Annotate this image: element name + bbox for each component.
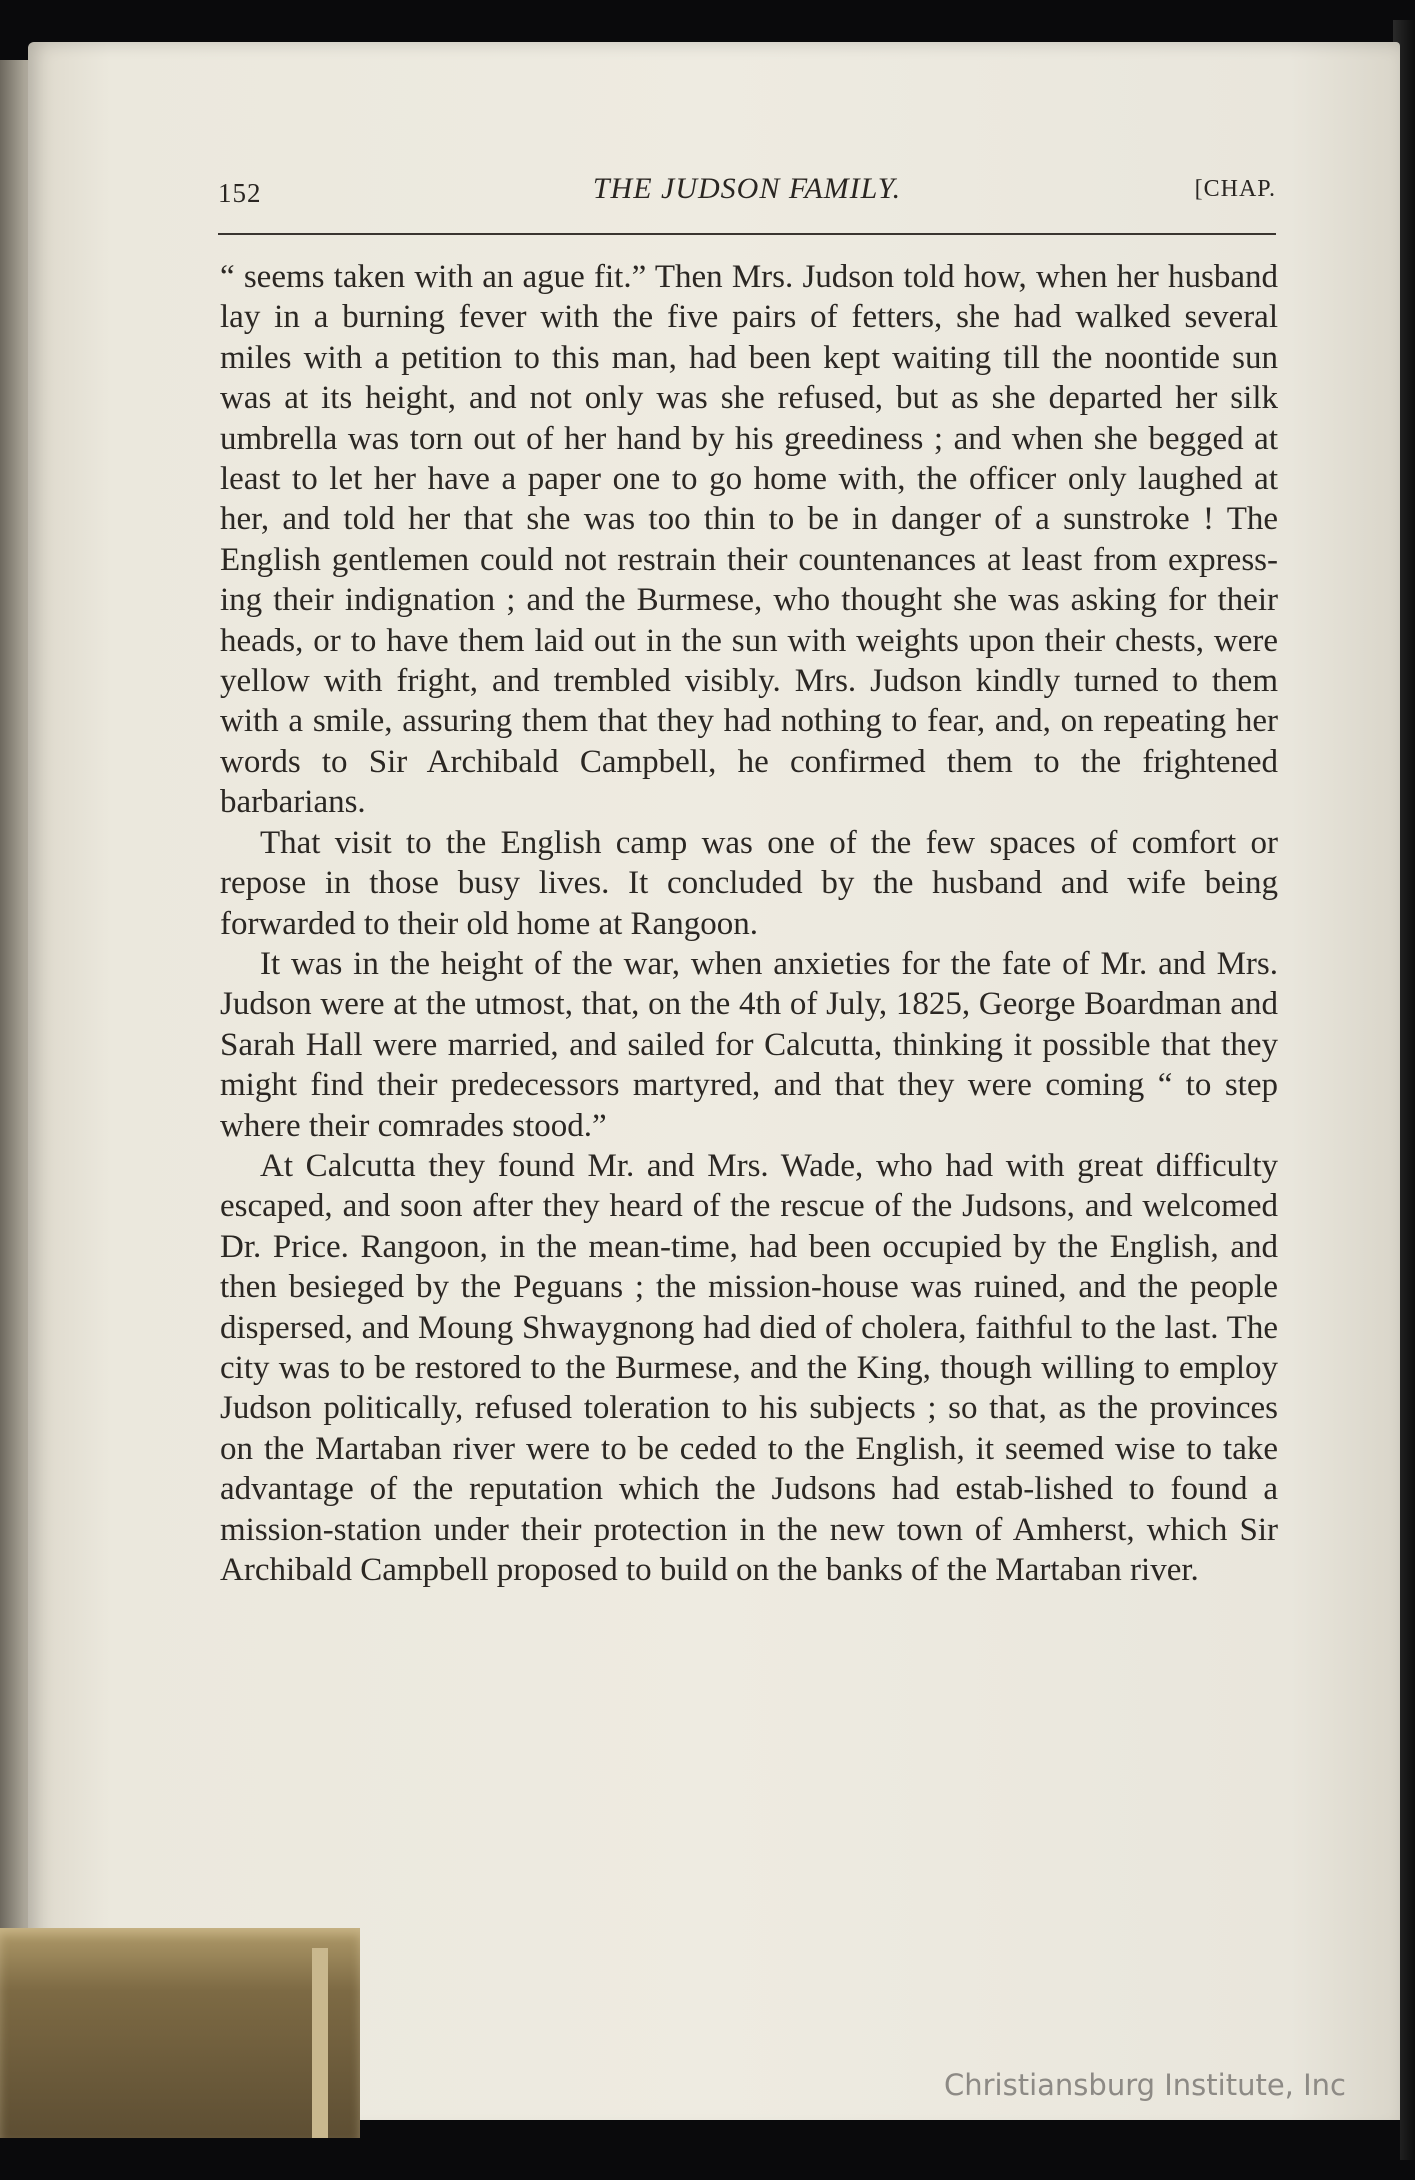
foreground-book-edge bbox=[312, 1948, 328, 2138]
watermark: Christiansburg Institute, Inc bbox=[944, 2068, 1346, 2102]
paragraph-4: At Calcutta they found Mr. and Mrs. Wade, who had with great difficulty escaped, and soon after they heard of the rescue of the Judsons, and welcomed Dr. Price. Rangoon, in the mean-time, had been occupied by the English, and then besieged by the Peguans ; the mission-house was ruined, and the people dispersed, and Moung Shwaygnong had died of cholera, faithful to the last. The city was to be restored to the Burmese, and the King, though willing to employ Judson politically, refused toleration to his subjects ; so that, as the provinces on the Martaban river were to be ceded to the English, it seemed wise to take advantage of the reputation which the Judsons had estab-lished to found a mission-station under their protection in the new town of Amherst, which Sir Archibald Campbell proposed to build on the banks of the Martaban river. bbox=[220, 1147, 1278, 1588]
body-text bbox=[220, 257, 1278, 1590]
header-rule bbox=[218, 233, 1276, 235]
page-number: 152 bbox=[218, 178, 262, 208]
dark-background-bottom bbox=[360, 2120, 1400, 2180]
paragraph-3: It was in the height of the war, when anxieties for the fate of Mr. and Mrs. Judson were at the utmost, that, on the 4th of July, 1825, George Boardman and Sarah Hall were married, and sailed for Calcutta, thinking it possible that they might find their predecessors martyred, and that they were coming “ to step where their comrades stood.” bbox=[220, 945, 1278, 1144]
page-header bbox=[218, 172, 1276, 212]
foreground-book bbox=[0, 1928, 360, 2138]
chapter-mark: [CHAP. bbox=[1194, 176, 1276, 202]
paragraph-2: That visit to the English camp was one of the few spaces of comfort or repose in those busy lives. It concluded by the husband and wife being forwarded to their old home at Rangoon. bbox=[220, 824, 1278, 942]
paragraph-1: “ seems taken with an ague fit.” Then Mrs. Judson told how, when her husband lay in a burning fever with the five pairs of fetters, she had walked several miles with a petition to this man, had been kept waiting till the noontide sun was at its height, and not only was she refused, but as she departed her silk umbrella was torn out of her hand by his greediness ; and when she begged at least to let her have a paper one to go home with, the officer only laughed at her, and told her that she was too thin to be in danger of a sunstroke ! The English gentlemen could not restrain their countenances at least from express-ing their indignation ; and the Burmese, who thought she was asking for their heads, or to have them laid out in the sun with weights upon their chests, were yellow with fright, and trembled visibly. Mrs. Judson kindly turned to them with a smile, assuring them that they had nothing to fear, and, on repeating her words to Sir Archibald Campbell, he confirmed them to the frightened barbarians. bbox=[220, 259, 1278, 821]
running-title: THE JUDSON FAMILY. bbox=[592, 172, 902, 205]
